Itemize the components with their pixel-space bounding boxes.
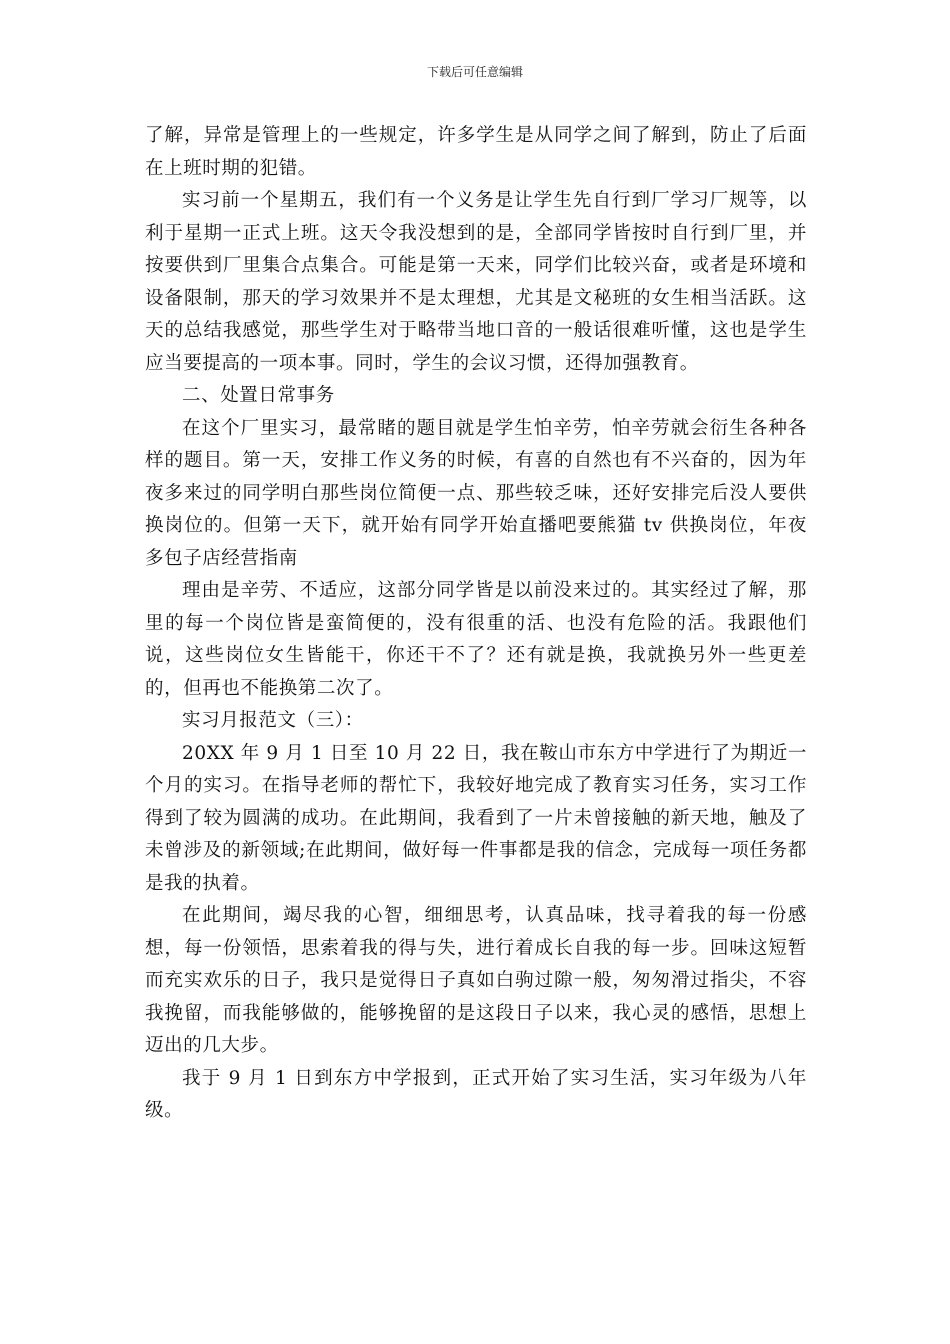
paragraph: 在此期间，竭尽我的心智，细细思考，认真品味，找寻着我的每一份感想，每一份领悟，思索着我的得与失，进行着成长自我的每一步。回味这短暂而充实欢乐的日子，我只是觉得日子真如白驹过隙一般，匆匆滑过指尖，不容我挽留，而我能够做的，能够挽留的是这段日子以来，我心灵的感悟，思想上迈出的几大步。: [145, 905, 807, 1056]
paragraph: 了解，异常是管理上的一些规定，许多学生是从同学之间了解到，防止了后面在上班时期的犯错。: [145, 125, 807, 179]
section-heading: 实习月报范文（三）：: [182, 710, 364, 731]
paragraph: 20XX 年 9 月 1 日至 10 月 22 日，我在鞍山市东方中学进行了为期近一个月的实习。在指导老师的帮忙下，我较好地完成了教育实习任务，实习工作得到了较为圆满的成功。在此期间，我看到了一片未曾接触的新天地，触及了未曾涉及的新领域;在此期间，做好每一件事都是我的信念，完成每一项任务都是我的执着。: [145, 742, 807, 894]
paragraph: 我于 9 月 1 日到东方中学报到，正式开始了实习生活，实习年级为八年级。: [145, 1067, 807, 1121]
page-header-note: 下载后可任意编辑: [426, 65, 523, 79]
document-body: [145, 120, 807, 1128]
section-heading: 二、处置日常事务: [182, 385, 335, 406]
paragraph: 在这个厂里实习，最常睹的题目就是学生怕辛劳，怕辛劳就会衍生各种各样的题目。第一天，安排工作义务的时候，有喜的自然也有不兴奋的，因为年夜多来过的同学明白那些岗位简便一点、那些较乏味，还好安排完后没人要供换岗位的。但第一天下，就开始有同学开始直播吧要熊猫 tv 供换岗位，年夜多包子店经营指南: [145, 417, 807, 569]
paragraph: 实习前一个星期五，我们有一个义务是让学生先自行到厂学习厂规等，以利于星期一正式上班。这天令我没想到的是，全部同学皆按时自行到厂里，并按要供到厂里集合点集合。可能是第一天来，同学们比较兴奋，或者是环境和设备限制，那天的学习效果并不是太理想，尤其是文秘班的女生相当活跃。这天的总结我感觉，那些学生对于略带当地口音的一般话很难听懂，这也是学生应当要提高的一项本事。同时，学生的会议习惯，还得加强教育。: [145, 190, 807, 374]
paragraph: 理由是辛劳、不适应，这部分同学皆是以前没来过的。其实经过了解，那里的每一个岗位皆是蛮简便的，没有很重的活、也没有危险的活。我跟他们说，这些岗位女生皆能干，你还干不了？还有就是换，我就换另外一些更差的，但再也不能换第二次了。: [145, 580, 807, 699]
